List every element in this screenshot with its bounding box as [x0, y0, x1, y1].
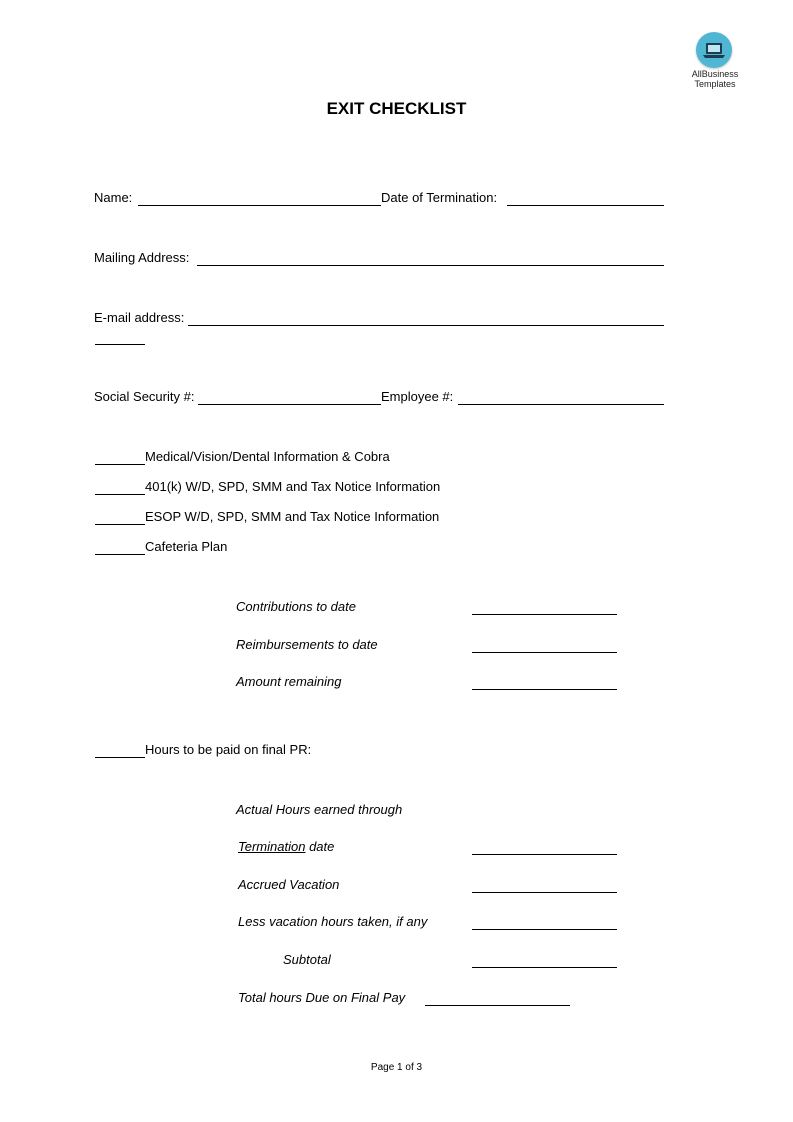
mailing-address-label: Mailing Address:: [94, 250, 190, 265]
total-hours-due-label: Total hours Due on Final Pay: [238, 990, 406, 1005]
vacation-taken-field[interactable]: [472, 929, 617, 930]
page-title: EXIT CHECKLIST: [326, 99, 467, 118]
logo-line-2: Templates: [694, 79, 736, 89]
hours-item: Hours to be paid on final PR:: [145, 742, 312, 757]
amount-remaining-field[interactable]: [472, 689, 617, 690]
checklist-item: ESOP W/D, SPD, SMM and Tax Notice Information: [145, 509, 440, 524]
contributions-label: Contributions to date: [236, 599, 356, 614]
checklist-item: Medical/Vision/Dental Information & Cobra: [145, 449, 390, 464]
laptop-icon: [696, 32, 732, 68]
checklist-blank[interactable]: [95, 524, 145, 525]
amount-remaining-label: Amount remaining: [236, 674, 342, 689]
reimbursements-label: Reimbursements to date: [236, 637, 378, 652]
date-of-termination-field[interactable]: [507, 205, 664, 206]
employee-number-field[interactable]: [458, 404, 664, 405]
hours-blank[interactable]: [95, 757, 145, 758]
ssn-field[interactable]: [198, 404, 381, 405]
accrued-vacation-label: Accrued Vacation: [238, 877, 340, 892]
name-field[interactable]: [138, 205, 381, 206]
ssn-label: Social Security #:: [94, 389, 195, 404]
reimbursements-field[interactable]: [472, 652, 617, 653]
employee-number-label: Employee #:: [381, 389, 454, 404]
checklist-blank[interactable]: [95, 554, 145, 555]
checklist-item: Cafeteria Plan: [145, 539, 228, 554]
contributions-field[interactable]: [472, 614, 617, 615]
checklist-blank[interactable]: [95, 494, 145, 495]
date-word: date: [305, 839, 335, 854]
date-of-termination-label: Date of Termination:: [381, 190, 498, 205]
accrued-vacation-field[interactable]: [472, 892, 617, 893]
email-field[interactable]: [188, 325, 664, 326]
checklist-blank[interactable]: [95, 464, 145, 465]
termination-date-field[interactable]: [472, 854, 617, 855]
termination-word: Termination: [238, 839, 306, 854]
logo-circle: [696, 32, 732, 68]
page-number: Page 1 of 3: [370, 1062, 423, 1073]
total-hours-due-field[interactable]: [425, 1005, 570, 1006]
checklist-item: 401(k) W/D, SPD, SMM and Tax Notice Information: [145, 479, 441, 494]
termination-date-label: [238, 839, 334, 855]
actual-hours-label: Actual Hours earned through: [236, 802, 403, 817]
email-label: E-mail address:: [94, 310, 185, 325]
subtotal-label: Subtotal: [283, 952, 331, 967]
email-field-continuation[interactable]: [95, 344, 145, 345]
name-label: Name:: [94, 190, 133, 205]
vacation-taken-label: Less vacation hours taken, if any: [238, 914, 428, 929]
mailing-address-field[interactable]: [197, 265, 664, 266]
logo-text: [676, 69, 754, 89]
logo-line-1: AllBusiness: [691, 69, 739, 79]
subtotal-field[interactable]: [472, 967, 617, 968]
